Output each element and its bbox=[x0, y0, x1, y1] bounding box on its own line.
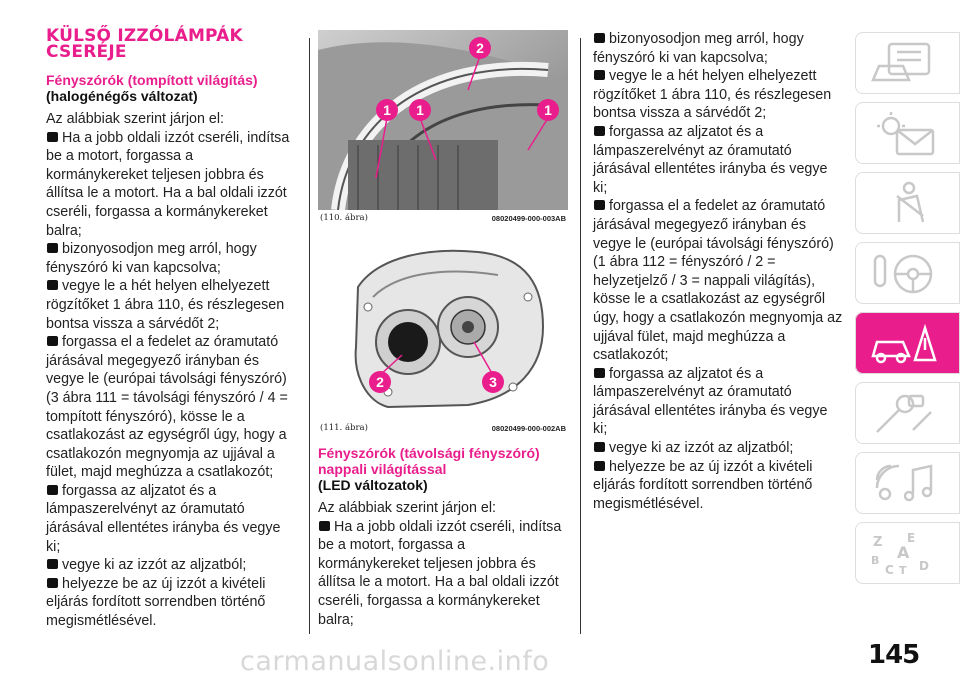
index-icon bbox=[869, 530, 939, 576]
list-item: bizonyosodjon meg arról, hogy fényszóró ki van kapcsolva; bbox=[46, 241, 257, 276]
bullet-icon bbox=[593, 31, 606, 43]
bullet-icon bbox=[593, 68, 606, 80]
bullet-icon bbox=[593, 124, 606, 136]
figure-code: 08020499-000-003AB bbox=[491, 214, 566, 223]
column-3 bbox=[593, 30, 843, 513]
chapter-tabs bbox=[855, 32, 960, 592]
bullet-icon bbox=[593, 459, 606, 471]
svg-text:B: B bbox=[871, 554, 880, 567]
list-item: vegye le a hét helyen elhelyezett rögzítőket 1 ábra 110, és részlegesen bontsa vissza a sárvédőt 2; bbox=[46, 278, 285, 332]
bullet-icon bbox=[46, 334, 59, 346]
steps-list bbox=[46, 129, 296, 631]
svg-text:2: 2 bbox=[476, 40, 484, 56]
svg-text:E: E bbox=[907, 531, 916, 545]
multimedia-icon bbox=[869, 460, 939, 506]
intro-text: Az alábbiak szerint járjon el: bbox=[46, 111, 225, 127]
callout-label bbox=[482, 371, 504, 393]
intro-text: Az alábbiak szerint járjon el: bbox=[318, 500, 497, 516]
list-item: vegye ki az izzót az aljzatból; bbox=[46, 556, 296, 575]
headlamp-illustration bbox=[318, 227, 568, 419]
callout-label bbox=[376, 99, 398, 121]
sub-heading-variant: (halogénégős változat) bbox=[46, 88, 198, 104]
list-item: forgassa az aljzatot és a lámpaszerelvényt az óramutató járásával ellentétes irányba és vegye ki; bbox=[593, 365, 828, 438]
svg-text:T: T bbox=[899, 564, 907, 576]
list-item: vegye le a hét helyen elhelyezett rögzítőket 1 ábra 110, és részlegesen bontsa vissza a sárvédőt 2; bbox=[593, 68, 832, 122]
svg-text:1: 1 bbox=[416, 102, 424, 118]
svg-text:Z: Z bbox=[873, 535, 883, 550]
svg-text:1: 1 bbox=[383, 102, 391, 118]
section-heading: KÜLSŐ IZZÓLÁMPÁK CSERÉJE bbox=[46, 26, 243, 62]
list-item: bizonyosodjon meg arról, hogy fényszóró ki van kapcsolva; bbox=[593, 31, 804, 66]
watermark: carmanualsonline.info bbox=[240, 646, 550, 677]
figure-caption: (111. ábra) bbox=[320, 423, 368, 433]
list-item: helyezze be az új izzót a kivételi eljárás fordított sorrendben történő megismétlésével. bbox=[46, 575, 266, 630]
bullet-icon bbox=[46, 241, 59, 253]
tab-safety[interactable] bbox=[855, 172, 960, 234]
svg-text:3: 3 bbox=[489, 374, 497, 390]
bullet-icon bbox=[46, 278, 59, 290]
bullet-icon bbox=[318, 519, 331, 531]
callout-label bbox=[369, 371, 391, 393]
tab-index[interactable] bbox=[855, 522, 960, 584]
list-item: forgassa el a fedelet az óramutató járásával megegyező irányban és vegye le (európai távolsági fényszóró) (1 ábra 112 = fényszóró / 2 = helyzetjelző / 3 = nappali világítás), kösse le a csatlakozást az egységről úgy, hogy a csatlakozón megnyomja az ujjával fület, majd meghúzza a csatlakozót; bbox=[593, 198, 843, 364]
svg-text:D: D bbox=[919, 559, 929, 573]
list-item: Ha a jobb oldali izzót cseréli, indítsa be a motort, forgassa a kormánykereket teljesen jobbra és állítsa le a motort. Ha a bal oldali izzót cseréli, forgassa a kormánykereket balra; bbox=[318, 518, 562, 628]
list-item: forgassa az aljzatot és a lámpaszerelvényt az óramutató járásával ellentétes irányba és vegye ki; bbox=[46, 482, 281, 555]
car-dashboard-icon bbox=[869, 40, 939, 86]
tab-driving[interactable] bbox=[855, 242, 960, 304]
warning-lights-icon bbox=[869, 110, 939, 156]
callout-label bbox=[409, 99, 431, 121]
column-1 bbox=[46, 28, 296, 631]
callout-label bbox=[537, 99, 559, 121]
seatbelt-airbag-icon bbox=[869, 180, 939, 226]
figure-111 bbox=[318, 227, 568, 435]
list-item: helyezze be az új izzót a kivételi eljárás fordított sorrendben történő megismétlésével. bbox=[593, 458, 813, 512]
tab-dashboard[interactable] bbox=[855, 32, 960, 94]
page-number: 145 bbox=[868, 640, 920, 670]
section-led bbox=[318, 445, 568, 629]
sub-heading: Fényszórók (tompított világítás) bbox=[46, 72, 258, 88]
column-divider bbox=[309, 38, 310, 634]
bullet-icon bbox=[46, 483, 59, 495]
list-item: Ha a jobb oldali izzót cseréli, indítsa be a motort, forgassa a kormánykereket teljesen jobbra és állítsa le a motort. Ha a bal oldali izzót cseréli, forgassa a kormánykereket balra; bbox=[46, 129, 290, 239]
tab-emergency[interactable] bbox=[855, 312, 960, 374]
figure-code: 08020499-000-002AB bbox=[491, 424, 566, 433]
svg-text:2: 2 bbox=[376, 374, 384, 390]
bullet-icon bbox=[593, 440, 606, 452]
sub-heading-variant: (LED változatok) bbox=[318, 477, 428, 493]
callout-label bbox=[469, 37, 491, 59]
column-divider bbox=[580, 38, 581, 634]
wheel-arch-illustration bbox=[318, 30, 568, 210]
bullet-icon bbox=[46, 557, 59, 569]
figure-110 bbox=[318, 30, 568, 225]
bullet-icon bbox=[46, 130, 59, 142]
tab-maintenance[interactable] bbox=[855, 382, 960, 444]
tab-warning-lights[interactable] bbox=[855, 102, 960, 164]
maintenance-icon bbox=[869, 390, 939, 436]
steering-wheel-icon bbox=[869, 250, 939, 296]
list-item: forgassa el a fedelet az óramutató járásával megegyező irányban és vegye le (európai távolsági fényszóró) (3 ábra 111 = távolsági fényszóró / 4 = tompított fényszóró), kösse le a csatlakozást az egységről úgy, hogy a csatlakozón megnyomja az ujjával a fület, majd meghúzza a csatlakozót; bbox=[46, 334, 288, 481]
sub-heading: Fényszórók (távolsági fényszóró) nappali világítással bbox=[318, 445, 540, 477]
svg-text:C: C bbox=[885, 563, 894, 576]
svg-text:A: A bbox=[897, 543, 910, 562]
list-item: vegye ki az izzót az aljzatból; bbox=[593, 439, 843, 458]
bullet-icon bbox=[46, 576, 59, 588]
tab-multimedia[interactable] bbox=[855, 452, 960, 514]
bullet-icon bbox=[593, 366, 606, 378]
list-item: forgassa az aljzatot és a lámpaszerelvényt az óramutató járásával ellentétes irányba és vegye ki; bbox=[593, 123, 828, 196]
bullet-icon bbox=[593, 198, 606, 210]
column-2 bbox=[318, 30, 568, 629]
figure-caption: (110. ábra) bbox=[320, 213, 368, 223]
svg-text:1: 1 bbox=[544, 102, 552, 118]
car-breakdown-icon bbox=[869, 320, 939, 366]
